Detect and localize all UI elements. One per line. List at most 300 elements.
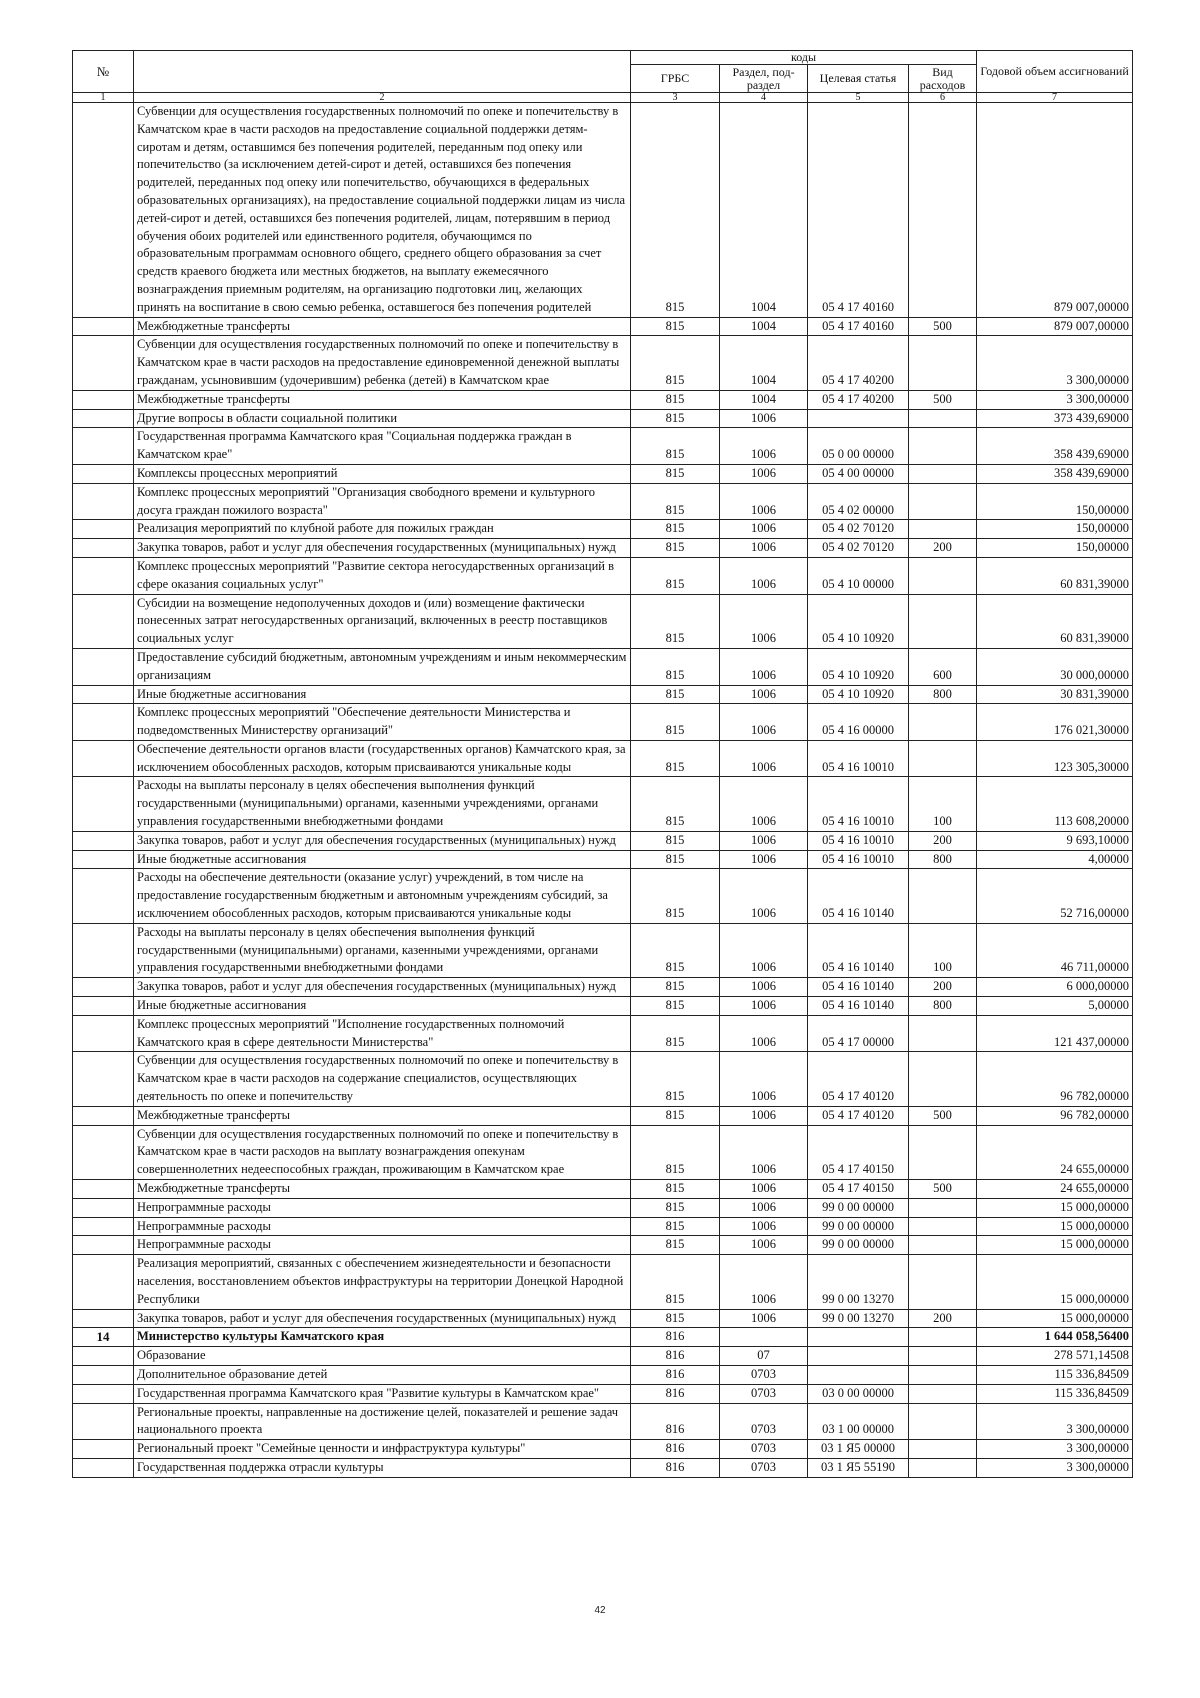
row-sum: 115 336,84509	[977, 1384, 1133, 1403]
col-number-4: 4	[720, 93, 808, 103]
row-sum: 3 300,00000	[977, 336, 1133, 390]
row-sum: 15 000,00000	[977, 1217, 1133, 1236]
row-number	[73, 1309, 134, 1328]
row-grbs: 816	[631, 1440, 720, 1459]
row-vid: 200	[909, 978, 977, 997]
row-name: Непрограммные расходы	[134, 1217, 631, 1236]
col-number-5: 5	[808, 93, 909, 103]
row-number	[73, 740, 134, 777]
row-celevaya: 05 4 16 10010	[808, 850, 909, 869]
table-row	[73, 997, 1133, 1016]
row-celevaya: 05 4 02 70120	[808, 539, 909, 558]
row-razdel: 0703	[720, 1440, 808, 1459]
row-razdel: 1006	[720, 1180, 808, 1199]
row-grbs: 816	[631, 1384, 720, 1403]
row-sum: 373 439,69000	[977, 409, 1133, 428]
row-number	[73, 409, 134, 428]
table-row	[73, 1180, 1133, 1199]
row-razdel	[720, 1328, 808, 1347]
row-celevaya: 99 0 00 13270	[808, 1309, 909, 1328]
row-sum: 60 831,39000	[977, 557, 1133, 594]
row-number: 14	[73, 1328, 134, 1347]
row-name: Закупка товаров, работ и услуг для обеспечения государственных (муниципальных) нужд	[134, 978, 631, 997]
row-vid	[909, 1236, 977, 1255]
row-razdel: 1006	[720, 409, 808, 428]
table-row	[73, 1440, 1133, 1459]
row-grbs: 815	[631, 704, 720, 741]
row-name: Межбюджетные трансферты	[134, 317, 631, 336]
table-row	[73, 740, 1133, 777]
row-grbs: 815	[631, 464, 720, 483]
row-celevaya: 03 1 Я5 55190	[808, 1458, 909, 1477]
row-grbs: 815	[631, 1198, 720, 1217]
row-vid	[909, 336, 977, 390]
row-name: Обеспечение деятельности органов власти (государственных органов) Камчатского края, за исключением обособленных расходов, которым присваиваются уникальные коды	[134, 740, 631, 777]
row-sum: 3 300,00000	[977, 390, 1133, 409]
row-number	[73, 336, 134, 390]
row-number	[73, 390, 134, 409]
row-razdel: 1006	[720, 850, 808, 869]
row-sum: 879 007,00000	[977, 103, 1133, 318]
row-razdel: 1006	[720, 685, 808, 704]
table-row	[73, 1309, 1133, 1328]
row-celevaya: 05 0 00 00000	[808, 428, 909, 465]
row-celevaya: 05 4 17 40200	[808, 336, 909, 390]
table-row	[73, 850, 1133, 869]
row-vid: 600	[909, 648, 977, 685]
row-number	[73, 1255, 134, 1309]
table-row	[73, 648, 1133, 685]
row-grbs: 816	[631, 1458, 720, 1477]
table-row	[73, 1015, 1133, 1052]
row-grbs: 815	[631, 103, 720, 318]
row-number	[73, 520, 134, 539]
row-celevaya: 99 0 00 00000	[808, 1217, 909, 1236]
row-sum: 96 782,00000	[977, 1052, 1133, 1106]
row-sum: 15 000,00000	[977, 1198, 1133, 1217]
row-celevaya: 05 4 16 10140	[808, 923, 909, 977]
row-grbs: 815	[631, 740, 720, 777]
header-celevaya: Целевая статья	[808, 65, 909, 93]
row-grbs: 815	[631, 997, 720, 1016]
row-sum: 176 021,30000	[977, 704, 1133, 741]
row-razdel: 0703	[720, 1458, 808, 1477]
row-grbs: 815	[631, 1052, 720, 1106]
row-name: Субвенции для осуществления государственных полномочий по опеке и попечительству в Камчатском крае в части расходов на предоставление единовременной денежной выплаты гражданам, усыновившим (удочерившим) ребенка (детей) в Камчатском крае	[134, 336, 631, 390]
row-name: Комплекс процессных мероприятий "Организация свободного времени и культурного досуга граждан пожилого возраста"	[134, 483, 631, 520]
row-vid	[909, 594, 977, 648]
row-razdel: 1006	[720, 1052, 808, 1106]
row-sum: 3 300,00000	[977, 1440, 1133, 1459]
row-name: Межбюджетные трансферты	[134, 390, 631, 409]
table-row	[73, 978, 1133, 997]
row-grbs: 815	[631, 648, 720, 685]
row-celevaya: 05 4 16 10140	[808, 997, 909, 1016]
row-name: Закупка товаров, работ и услуг для обеспечения государственных (муниципальных) нужд	[134, 831, 631, 850]
table-row	[73, 869, 1133, 923]
table-row	[73, 1384, 1133, 1403]
row-name: Министерство культуры Камчатского края	[134, 1328, 631, 1347]
row-vid	[909, 557, 977, 594]
table-row	[73, 1106, 1133, 1125]
row-celevaya: 05 4 16 10140	[808, 978, 909, 997]
row-razdel: 1006	[720, 1255, 808, 1309]
table-row	[73, 317, 1133, 336]
row-grbs: 815	[631, 685, 720, 704]
row-grbs: 816	[631, 1403, 720, 1440]
row-razdel: 1006	[720, 740, 808, 777]
row-sum: 3 300,00000	[977, 1458, 1133, 1477]
row-sum: 1 644 058,56400	[977, 1328, 1133, 1347]
row-sum: 358 439,69000	[977, 428, 1133, 465]
row-grbs: 815	[631, 831, 720, 850]
row-number	[73, 850, 134, 869]
row-vid	[909, 409, 977, 428]
table-row	[73, 831, 1133, 850]
row-vid	[909, 520, 977, 539]
row-vid	[909, 869, 977, 923]
row-razdel: 1006	[720, 483, 808, 520]
row-razdel: 07	[720, 1347, 808, 1366]
row-razdel: 1006	[720, 428, 808, 465]
col-number-6: 6	[909, 93, 977, 103]
row-name: Субвенции для осуществления государственных полномочий по опеке и попечительству в Камчатском крае в части расходов на выплату вознаграждения опекунам совершеннолетних недееспособных граждан, проживающим в Камчатском крае	[134, 1125, 631, 1179]
row-razdel: 1006	[720, 1309, 808, 1328]
row-grbs: 815	[631, 777, 720, 831]
table-row	[73, 1365, 1133, 1384]
row-celevaya: 05 4 10 10920	[808, 685, 909, 704]
row-number	[73, 557, 134, 594]
row-celevaya: 05 4 17 40160	[808, 103, 909, 318]
row-sum: 113 608,20000	[977, 777, 1133, 831]
row-razdel: 1006	[720, 1217, 808, 1236]
row-razdel: 1006	[720, 464, 808, 483]
row-name: Непрограммные расходы	[134, 1198, 631, 1217]
row-name: Субвенции для осуществления государственных полномочий по опеке и попечительству в Камчатском крае в части расходов на содержание специалистов, осуществляющих деятельность по опеке и попечительству	[134, 1052, 631, 1106]
table-row	[73, 1328, 1133, 1347]
table-row	[73, 539, 1133, 558]
row-celevaya: 05 4 16 10010	[808, 831, 909, 850]
row-sum: 123 305,30000	[977, 740, 1133, 777]
row-vid	[909, 464, 977, 483]
row-number	[73, 978, 134, 997]
row-sum: 24 655,00000	[977, 1125, 1133, 1179]
table-row	[73, 390, 1133, 409]
row-number	[73, 685, 134, 704]
row-grbs: 815	[631, 1180, 720, 1199]
row-celevaya: 99 0 00 13270	[808, 1255, 909, 1309]
row-razdel: 1006	[720, 997, 808, 1016]
row-number	[73, 539, 134, 558]
row-number	[73, 1403, 134, 1440]
row-celevaya: 05 4 10 10920	[808, 594, 909, 648]
row-name: Межбюджетные трансферты	[134, 1180, 631, 1199]
row-celevaya: 99 0 00 00000	[808, 1198, 909, 1217]
row-vid	[909, 483, 977, 520]
row-number	[73, 923, 134, 977]
table-row	[73, 1125, 1133, 1179]
row-grbs: 815	[631, 1106, 720, 1125]
row-sum: 879 007,00000	[977, 317, 1133, 336]
header-grbs: ГРБС	[631, 65, 720, 93]
row-vid: 200	[909, 1309, 977, 1328]
row-name: Иные бюджетные ассигнования	[134, 997, 631, 1016]
row-celevaya: 05 4 00 00000	[808, 464, 909, 483]
row-name: Предоставление субсидий бюджетным, автономным учреждениям и иным некоммерческим организациям	[134, 648, 631, 685]
row-razdel: 1006	[720, 539, 808, 558]
row-razdel: 1006	[720, 1125, 808, 1179]
row-razdel: 1006	[720, 520, 808, 539]
row-vid: 500	[909, 317, 977, 336]
header-column-numbers	[73, 93, 1133, 103]
table-header	[73, 51, 1133, 103]
row-number	[73, 1180, 134, 1199]
table-row	[73, 1255, 1133, 1309]
row-name: Региональный проект "Семейные ценности и инфраструктура культуры"	[134, 1440, 631, 1459]
table-row	[73, 336, 1133, 390]
row-razdel: 0703	[720, 1384, 808, 1403]
row-number	[73, 1052, 134, 1106]
row-razdel: 1006	[720, 1198, 808, 1217]
row-grbs: 816	[631, 1365, 720, 1384]
table-row	[73, 923, 1133, 977]
row-razdel: 1006	[720, 594, 808, 648]
row-sum: 5,00000	[977, 997, 1133, 1016]
row-sum: 96 782,00000	[977, 1106, 1133, 1125]
row-celevaya: 05 4 10 00000	[808, 557, 909, 594]
table-body	[73, 103, 1133, 1478]
table-row	[73, 409, 1133, 428]
row-grbs: 815	[631, 336, 720, 390]
row-celevaya: 05 4 10 10920	[808, 648, 909, 685]
row-celevaya: 05 4 17 40120	[808, 1106, 909, 1125]
header-number: №	[73, 51, 134, 93]
row-razdel: 1006	[720, 777, 808, 831]
row-vid	[909, 1198, 977, 1217]
row-name: Комплекс процессных мероприятий "Обеспечение деятельности Министерства и подведомственных Министерству организаций"	[134, 704, 631, 741]
col-number-2: 2	[134, 93, 631, 103]
row-razdel: 1006	[720, 557, 808, 594]
header-vid: Вид расходов	[909, 65, 977, 93]
row-sum: 46 711,00000	[977, 923, 1133, 977]
row-sum: 15 000,00000	[977, 1309, 1133, 1328]
table-row	[73, 594, 1133, 648]
row-name: Непрограммные расходы	[134, 1236, 631, 1255]
table-row	[73, 1217, 1133, 1236]
row-grbs: 815	[631, 594, 720, 648]
row-vid: 100	[909, 923, 977, 977]
row-vid: 500	[909, 1106, 977, 1125]
row-vid	[909, 740, 977, 777]
header-name-blank	[134, 51, 631, 93]
row-number	[73, 594, 134, 648]
row-name: Расходы на выплаты персоналу в целях обеспечения выполнения функций государственными (муниципальными) органами, казенными учреждениями, органами управления государственными внебюджетными фондами	[134, 777, 631, 831]
row-vid	[909, 704, 977, 741]
row-razdel: 1006	[720, 1236, 808, 1255]
row-number	[73, 1125, 134, 1179]
table-row	[73, 1236, 1133, 1255]
table-row	[73, 557, 1133, 594]
row-number	[73, 777, 134, 831]
header-codes: коды	[631, 51, 977, 65]
budget-table-sheet	[72, 50, 1132, 1478]
row-vid	[909, 1403, 977, 1440]
row-number	[73, 1198, 134, 1217]
row-vid	[909, 1458, 977, 1477]
table-row	[73, 704, 1133, 741]
row-celevaya: 05 4 02 00000	[808, 483, 909, 520]
row-celevaya	[808, 1365, 909, 1384]
header-sum: Годовой объем ассигнований	[977, 51, 1133, 93]
row-sum: 278 571,14508	[977, 1347, 1133, 1366]
row-grbs: 815	[631, 1217, 720, 1236]
row-grbs: 815	[631, 923, 720, 977]
row-sum: 150,00000	[977, 483, 1133, 520]
row-vid	[909, 1440, 977, 1459]
row-name: Реализация мероприятий по клубной работе для пожилых граждан	[134, 520, 631, 539]
row-razdel: 1006	[720, 923, 808, 977]
row-number	[73, 648, 134, 685]
row-sum: 4,00000	[977, 850, 1133, 869]
row-celevaya: 99 0 00 00000	[808, 1236, 909, 1255]
row-number	[73, 1347, 134, 1366]
row-grbs: 815	[631, 483, 720, 520]
row-vid: 100	[909, 777, 977, 831]
row-name: Закупка товаров, работ и услуг для обеспечения государственных (муниципальных) нужд	[134, 539, 631, 558]
row-name: Иные бюджетные ассигнования	[134, 685, 631, 704]
row-celevaya	[808, 1328, 909, 1347]
row-celevaya: 05 4 17 40200	[808, 390, 909, 409]
row-celevaya: 05 4 16 10140	[808, 869, 909, 923]
row-sum: 60 831,39000	[977, 594, 1133, 648]
row-grbs: 815	[631, 409, 720, 428]
row-celevaya: 05 4 16 10010	[808, 777, 909, 831]
row-number	[73, 869, 134, 923]
row-celevaya: 03 1 00 00000	[808, 1403, 909, 1440]
row-razdel: 0703	[720, 1365, 808, 1384]
row-celevaya: 05 4 17 00000	[808, 1015, 909, 1052]
row-celevaya: 05 4 17 40150	[808, 1125, 909, 1179]
row-razdel: 1006	[720, 869, 808, 923]
row-sum: 6 000,00000	[977, 978, 1133, 997]
row-number	[73, 1365, 134, 1384]
header-razdel: Раздел, под- раздел	[720, 65, 808, 93]
row-number	[73, 1458, 134, 1477]
row-number	[73, 483, 134, 520]
row-name: Комплекс процессных мероприятий "Исполнение государственных полномочий Камчатского края в сфере деятельности Министерства"	[134, 1015, 631, 1052]
row-name: Иные бюджетные ассигнования	[134, 850, 631, 869]
row-grbs: 815	[631, 1125, 720, 1179]
row-number	[73, 103, 134, 318]
row-vid: 200	[909, 831, 977, 850]
row-celevaya: 05 4 02 70120	[808, 520, 909, 539]
row-sum: 52 716,00000	[977, 869, 1133, 923]
row-sum: 121 437,00000	[977, 1015, 1133, 1052]
row-razdel: 1006	[720, 978, 808, 997]
row-name: Государственная программа Камчатского края "Социальная поддержка граждан в Камчатском крае"	[134, 428, 631, 465]
row-name: Другие вопросы в области социальной политики	[134, 409, 631, 428]
table-row	[73, 1403, 1133, 1440]
row-sum: 115 336,84509	[977, 1365, 1133, 1384]
row-sum: 24 655,00000	[977, 1180, 1133, 1199]
row-name: Реализация мероприятий, связанных с обеспечением жизнедеятельности и безопасности населения, восстановлением объектов инфраструктуры на территории Донецкой Народной Республики	[134, 1255, 631, 1309]
row-number	[73, 1236, 134, 1255]
row-name: Расходы на выплаты персоналу в целях обеспечения выполнения функций государственными (муниципальными) органами, казенными учреждениями, органами управления государственными внебюджетными фондами	[134, 923, 631, 977]
row-vid	[909, 1015, 977, 1052]
table-row	[73, 1458, 1133, 1477]
row-number	[73, 997, 134, 1016]
col-number-1: 1	[73, 93, 134, 103]
row-razdel: 1004	[720, 103, 808, 318]
table-row	[73, 103, 1133, 318]
row-grbs: 816	[631, 1328, 720, 1347]
row-vid	[909, 1365, 977, 1384]
row-number	[73, 831, 134, 850]
row-name: Закупка товаров, работ и услуг для обеспечения государственных (муниципальных) нужд	[134, 1309, 631, 1328]
row-vid: 800	[909, 997, 977, 1016]
row-sum: 358 439,69000	[977, 464, 1133, 483]
row-grbs: 815	[631, 317, 720, 336]
row-celevaya: 05 4 16 00000	[808, 704, 909, 741]
row-sum: 30 831,39000	[977, 685, 1133, 704]
row-celevaya: 05 4 16 10010	[808, 740, 909, 777]
table-row	[73, 428, 1133, 465]
row-name: Государственная поддержка отрасли культуры	[134, 1458, 631, 1477]
row-name: Региональные проекты, направленные на достижение целей, показателей и решение задач национального проекта	[134, 1403, 631, 1440]
table-row	[73, 1052, 1133, 1106]
row-name: Комплекс процессных мероприятий "Развитие сектора негосударственных организаций в сфере оказания социальных услуг"	[134, 557, 631, 594]
row-vid	[909, 1328, 977, 1347]
row-name: Межбюджетные трансферты	[134, 1106, 631, 1125]
table-row	[73, 520, 1133, 539]
row-vid	[909, 1217, 977, 1236]
row-sum: 9 693,10000	[977, 831, 1133, 850]
row-number	[73, 1440, 134, 1459]
row-razdel: 1006	[720, 1015, 808, 1052]
row-sum: 30 000,00000	[977, 648, 1133, 685]
row-grbs: 815	[631, 869, 720, 923]
col-number-7: 7	[977, 93, 1133, 103]
row-grbs: 815	[631, 539, 720, 558]
row-number	[73, 704, 134, 741]
row-sum: 3 300,00000	[977, 1403, 1133, 1440]
row-grbs: 815	[631, 850, 720, 869]
row-celevaya: 03 1 Я5 00000	[808, 1440, 909, 1459]
row-number	[73, 1217, 134, 1236]
table-row	[73, 1347, 1133, 1366]
row-razdel: 1006	[720, 648, 808, 685]
row-razdel: 1004	[720, 336, 808, 390]
row-name: Дополнительное образование детей	[134, 1365, 631, 1384]
row-vid: 800	[909, 685, 977, 704]
row-sum: 150,00000	[977, 539, 1133, 558]
row-grbs: 816	[631, 1347, 720, 1366]
row-vid: 800	[909, 850, 977, 869]
row-name: Государственная программа Камчатского края "Развитие культуры в Камчатском крае"	[134, 1384, 631, 1403]
row-razdel: 1006	[720, 831, 808, 850]
row-name: Комплексы процессных мероприятий	[134, 464, 631, 483]
row-grbs: 815	[631, 978, 720, 997]
row-celevaya: 03 0 00 00000	[808, 1384, 909, 1403]
row-number	[73, 1106, 134, 1125]
row-sum: 15 000,00000	[977, 1236, 1133, 1255]
row-sum: 15 000,00000	[977, 1255, 1133, 1309]
row-vid: 200	[909, 539, 977, 558]
row-razdel: 1006	[720, 1106, 808, 1125]
row-sum: 150,00000	[977, 520, 1133, 539]
table-row	[73, 685, 1133, 704]
row-razdel: 0703	[720, 1403, 808, 1440]
